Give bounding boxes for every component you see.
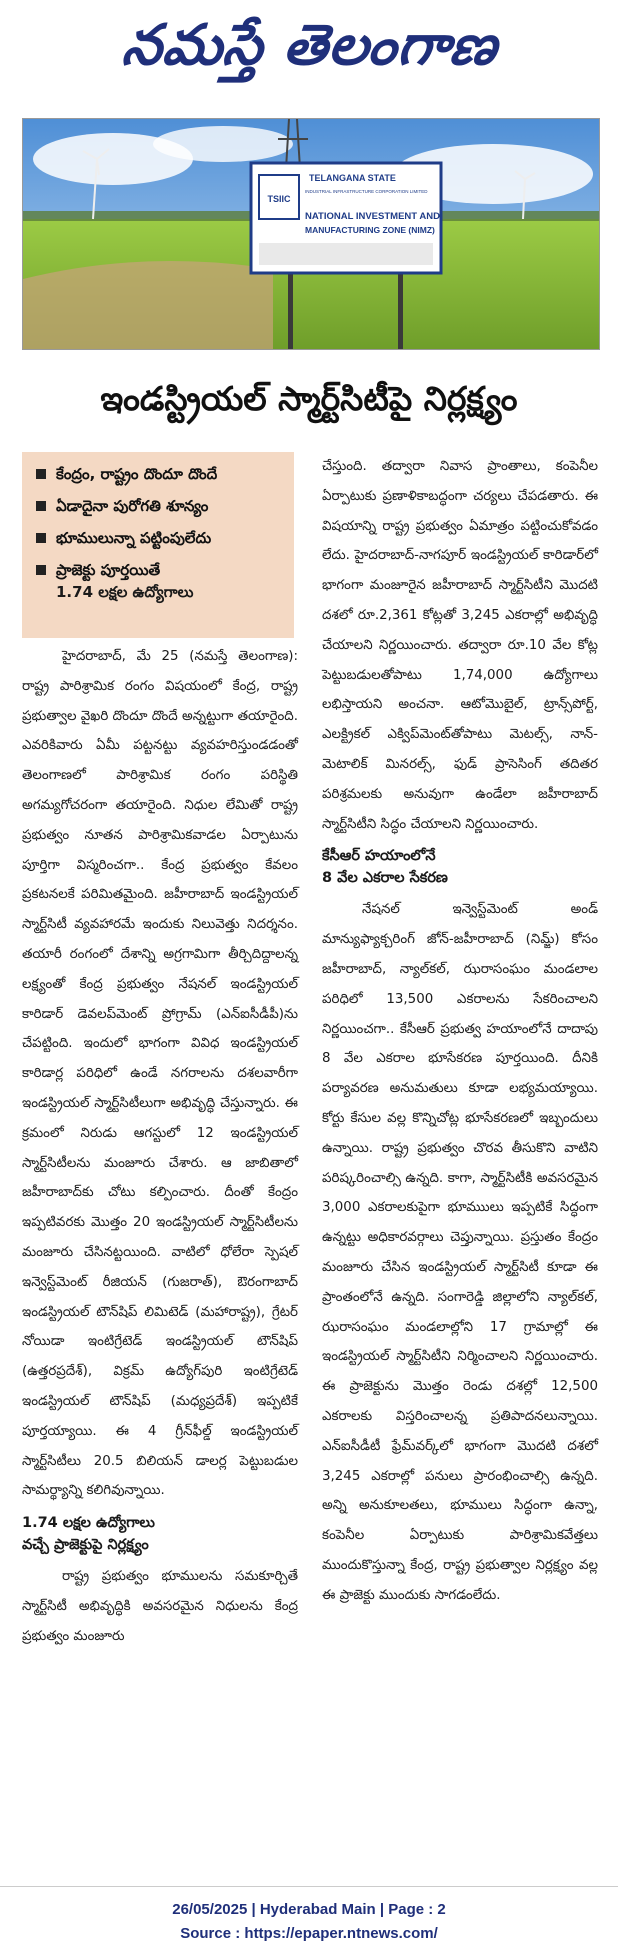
highlight-item: కేంద్రం, రాష్ట్రం దొందూ దొందే bbox=[36, 464, 284, 484]
paragraph: హైదరాబాద్, మే 25 (నమస్తే తెలంగాణ): రాష్ట్ర పారిశ్రామిక రంగం విషయంలో కేంద్ర, రాష్ట్ర ప్రభుత్వాల వైఖరి దొందూ దొందే అన్నట్టుగా తయారైంది. ఎవరికివారు ఏమీ పట్టనట్టు వ్యవహరిస్తుండడంతో తెలంగాణలో పారిశ్రామిక రంగం పరిస్థితి అగమ్యగోచరంగా తయారైంది. నిధుల లేమితో రాష్ట్ర ప్రభుత్వం నూతన పారిశ్రామికవాడల ఏర్పాటును పూర్తిగా విస్మరించగా.. కేంద్ర ప్రభుత్వం కేవలం ప్రకటనలకే పరిమితమైంది. జహీరాబాద్ ఇండస్ట్రియల్ స్మార్ట్‌సిటీ వ్యవహారమే ఇందుకు నిలువెత్తు నిదర్శనం. తయారీ రంగంలో దేశాన్ని అగ్రగామిగా తీర్చిదిద్దాలన్న లక్ష్యంతో కేంద్ర ప్రభుత్వం నేషనల్ ఇండస్ట్రియల్ కారిడార్ డెవలప్‌మెంట్ ప్రోగ్రామ్ (ఎన్‌ఐసీడీపీ)ను చేపట్టింది. ఇందులో భాగంగా వివిధ ఇండస్ట్రియల్ కారిడార్ల పరిధిలో ఉండే నగరాలను దశలవారీగా ఇండస్ట్రియల్ స్మార్ట్‌సిటీలుగా అభివృద్ధి చేస్తున్నారు. ఈ క్రమంలో నిరుడు ఆగస్టులో 12 ఇండస్ట్రియల్ స్మార్ట్‌సిటీలను మంజూరు చేశారు. ఆ జాబితాలో జహీరాబాద్‌కు చోటు కల్పించారు. దీంతో కేంద్రం ఇప్పటివరకు మొత్తం 20 ఇండస్ట్రియల్ స్మార్ట్‌సిటీలను మంజూరు చేసినట్టయింది. వాటిలో ధోలేరా స్పెషల్ ఇన్వెస్ట్‌మెంట్ రీజియన్ (గుజరాత్), ఔరంగాబాద్ ఇండస్ట్రియల్ టౌన్‌షిప్ లిమిటెడ్ (మహారాష్ట్ర), గ్రేటర్ నోయిడా ఇంటిగ్రేటెడ్ ఇండస్ట్రియల్ టౌన్‌షిప్ (ఉత్తరప్రదేశ్), విక్రమ్ ఉద్యోగ్‌పురి ఇంటిగ్రేటెడ్ ఇండస్ట్రియల్ టౌన్‌షిప్ (మధ్యప్రదేశ్) ఇప్పటికే పూర్తయ్యాయి. ఈ 4 గ్రీన్‌ఫీల్డ్ ఇండస్ట్రియల్ స్మార్ట్‌సిటీలు 20.5 బిలియన్ డాలర్ల పెట్టుబడుల సామర్థ్యాన్ని కలిగివున్నాయి. bbox=[22, 649, 299, 1499]
article-headline bbox=[10, 372, 608, 432]
newspaper-masthead bbox=[0, 0, 618, 105]
highlight-item: భూములున్నా పట్టింపులేదు bbox=[36, 528, 284, 548]
page-footer bbox=[0, 1898, 618, 1946]
paragraph: నేషనల్ ఇన్వెస్ట్‌మెంట్ అండ్ మాన్యుఫ్యాక్చరింగ్ జోన్-జహీరాబాద్ (నిమ్జ్) కోసం జహీరాబాద్, న్యాల్‌కల్, ఝరాసంఘం మండలాల పరిధిలో 13,500 ఎకరాలను సేకరించాలని నిర్ణయించగా.. కేసీఆర్ ప్రభుత్వ హయాంలోనే దాదాపు 8 వేల ఎకరాల భూసేకరణ పూర్తయింది. దీనికి పర్యావరణ అనుమతులు కూడా లభ్యమయ్యాయి. కోర్టు కేసుల వల్ల కొన్నిచోట్ల భూసేకరణలో ఇబ్బందులు ఉన్నాయి. రాష్ట్ర ప్రభుత్వం చొరవ తీసుకొని వాటిని పరిష్కరించాల్సి ఉన్నది. కాగా, స్మార్ట్‌సిటీకి అవసరమైన 3,000 ఎకరాలకుపైగా భూముులు ఇప్పటికే సిద్ధంగా ఉన్నట్టు అధికారవర్గాలు చెప్తున్నాయి. ప్రస్తుతం కేంద్రం మంజూరు చేసిన ఇండస్ట్రియల్ స్మార్ట్‌సిటీ కూడా ఈ ప్రాంతంలోనే ఉన్నది. సంగారెడ్డి జిల్లాలోని న్యాల్‌కల్, ఝరాసంఘం మండలాల్లోని 17 గ్రామాల్లో ఈ ఇండస్ట్రియల్ స్మార్ట్‌సిటీని నిర్మించాలని నిర్ణయించారు. ఈ ప్రాజెక్టును మొత్తం రెండు దశల్లో 12,500 ఎకరాలకు విస్తరించాలన్న ప్రతిపాదనలున్నాయి. ఎన్‌ఐసీడీటీ ఫ్రేమ్‌వర్క్‌లో భాగంగా మొదటి దశలో 3,245 ఎకరాల్లో పనులు ప్రారంభించాల్సి ఉన్నది. అన్ని అనుకూలతలు, భూములు సిద్ధంగా ఉన్నా, కంపెనీల ఏర్పాటుకు పారిశ్రామికవేత్తలు ముందుకొస్తున్నా కేంద్ర, రాష్ట్ర ప్రభుత్వాల నిర్లక్ష్యం వల్ల ఈ ప్రాజెక్టు ముందుకు సాగడంలేదు. bbox=[322, 902, 598, 1603]
subheading: 1.74 లక్షల ఉద్యోగాలు వచ్చే ప్రాజెక్టుపై నిర్లక్ష్యం bbox=[22, 1515, 155, 1554]
article-column-right bbox=[322, 452, 598, 1610]
paragraph: చేస్తుంది. తద్వారా నివాస ప్రాంతాలు, కంపెనీల ఏర్పాటుకు ప్రణాళికాబద్ధంగా చర్యలు చేపడతారు. ఈ విషయాన్ని రాష్ట్ర ప్రభుత్వం ఏమాత్రం పట్టించుకోవడం లేదు. హైదరాబాద్-నాగపూర్ ఇండస్ట్రియల్ కారిడార్‌లో భాగంగా మంజూరైన జహీరాబాద్ స్మార్ట్‌సిటీని మొదటి దశలో రూ.2,361 కోట్లతో 3,245 ఎకరాల్లో అభివృద్ధి చేయాలని నిర్ణయించారు. తద్వారా రూ.10 వేల కోట్ల పెట్టుబడులతోపాటు 1,74,000 ఉద్యోగాలు లభిస్తాయని అంచనా. ఆటోమొబైల్, ట్రాన్స్‌పోర్ట్, ఎలక్ట్రికల్ ఎక్విప్‌మెంట్‌తోపాటు మెటల్స్, నాన్-మెటాలిక్ మినరల్స్, ఫుడ్ ప్రాసెసింగ్ తదితర పరిశ్రమలకు అనువుగా ఉండేలా జహీరాబాద్ స్మార్ట్‌సిటీని సిద్ధం చేయాలని నిర్ణయించారు. bbox=[322, 459, 598, 832]
sign-line-1: TELANGANA STATE bbox=[309, 173, 396, 183]
footer-divider bbox=[0, 1886, 618, 1887]
highlights-box bbox=[22, 452, 294, 638]
article-column-left bbox=[22, 642, 298, 1652]
sign-lower-panel bbox=[259, 243, 433, 265]
bullet-square-icon bbox=[36, 533, 46, 543]
tsiic-logo-text: TSIIC bbox=[267, 194, 291, 204]
bullet-square-icon bbox=[36, 469, 46, 479]
cloud bbox=[153, 126, 293, 162]
masthead-title: నమస్తే తెలంగాణ bbox=[118, 13, 501, 78]
sign-line-3: NATIONAL INVESTMENT AND bbox=[305, 211, 440, 222]
bullet-square-icon bbox=[36, 565, 46, 575]
paragraph: రాష్ట్ర ప్రభుత్వం భూములను సమకూర్చితే స్మార్ట్‌సిటీ అభివృద్ధికి అవసరమైన నిధులను కేంద్ర ప్రభుత్వం మంజూరు bbox=[22, 1569, 298, 1644]
highlight-item: ప్రాజెక్టు పూర్తయితే bbox=[36, 560, 284, 580]
sign-line-4: MANUFACTURING ZONE (NIMZ) bbox=[305, 225, 435, 235]
headline-text: ఇండస్ట్రియల్ స్మార్ట్‌సిటీపై నిర్లక్ష్యం bbox=[100, 378, 518, 418]
sign-post-left bbox=[288, 269, 293, 349]
sign-post-right bbox=[398, 269, 403, 349]
bullet-square-icon bbox=[36, 501, 46, 511]
subheading: కేసీఆర్ హయాంలోనే 8 వేల ఎకరాల సేకరణ bbox=[322, 848, 448, 887]
highlight-subline: 1.74 లక్షల ఉద్యోగాలు bbox=[56, 583, 194, 601]
dirt-path bbox=[23, 261, 273, 349]
footer-source-link[interactable]: Source : https://epaper.ntnews.com/ bbox=[180, 1925, 438, 1942]
footer-edition: 26/05/2025 | Hyderabad Main | Page : 2 bbox=[172, 1901, 446, 1918]
nimz-signboard-photo bbox=[23, 119, 599, 349]
highlight-item: ఏడాదైనా పురోగతి శూన్యం bbox=[36, 496, 284, 516]
article-photo bbox=[22, 118, 600, 350]
sign-line-2: INDUSTRIAL INFRASTRUCTURE CORPORATION LIMITED bbox=[305, 189, 428, 194]
